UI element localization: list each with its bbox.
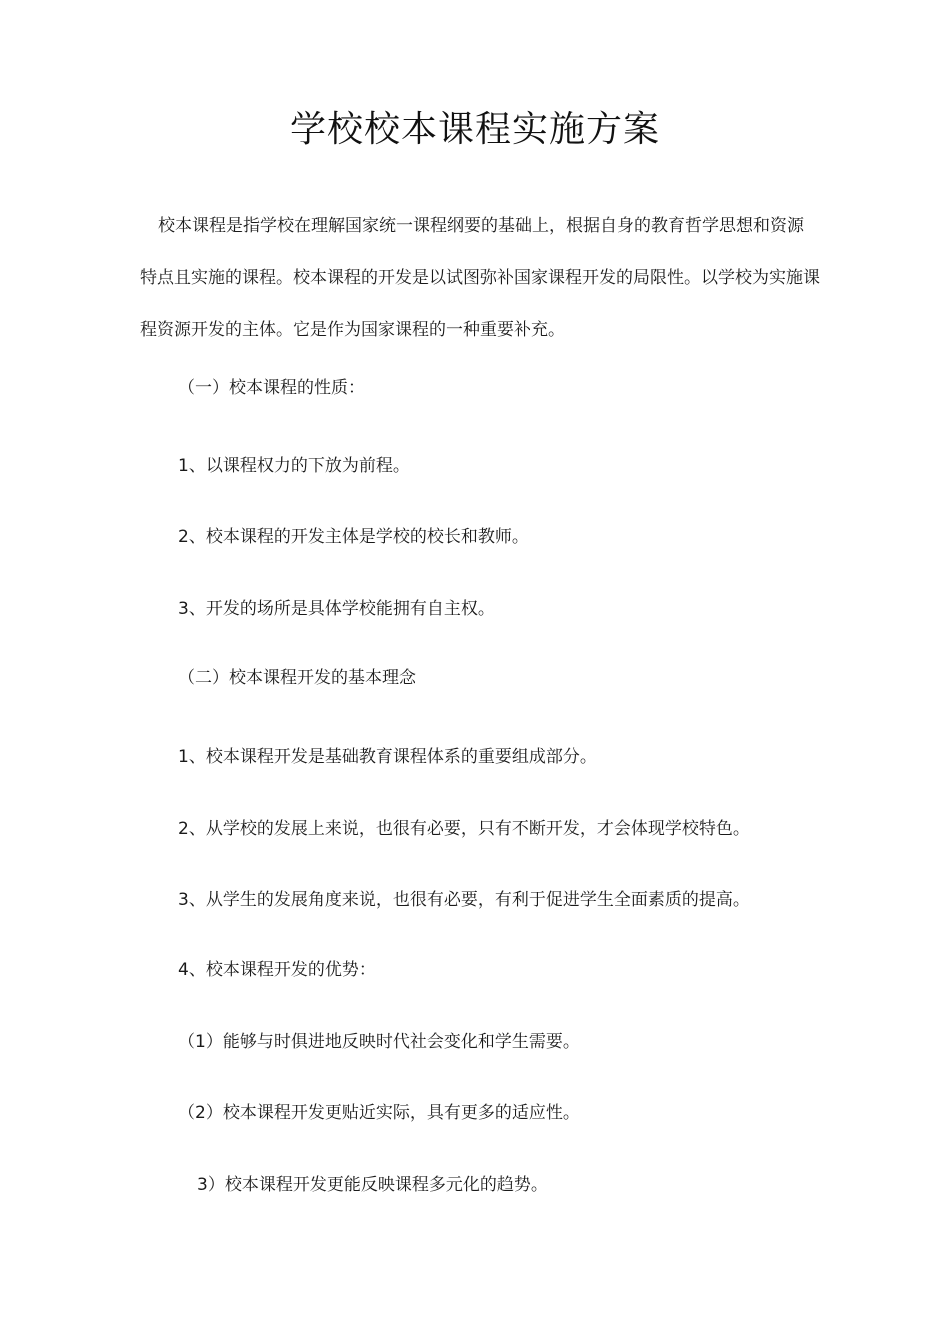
list-item: 2、校本课程的开发主体是学校的校长和教师。 <box>178 527 529 547</box>
document-title: 学校校本课程实施方案 <box>289 109 660 150</box>
list-item: 3、从学生的发展角度来说，也很有必要，有利于促进学生全面素质的提高。 <box>178 890 750 910</box>
intro-paragraph: 校本课程是指学校在理解国家统一课程纲要的基础上，根据自身的教育哲学思想和资源特点且实施的课程。校本课程的开发是以试图弥补国家课程开发的局限性。以学校为实施课程资源开发的主体。它是作为国家课程的一种重要补充。 <box>140 216 820 340</box>
advantage-item: 3）校本课程开发更能反映课程多元化的趋势。 <box>197 1175 548 1195</box>
list-item: 1、校本课程开发是基础教育课程体系的重要组成部分。 <box>178 747 597 767</box>
list-item: 1、以课程权力的下放为前程。 <box>178 456 410 476</box>
list-item: 3、开发的场所是具体学校能拥有自主权。 <box>178 599 495 619</box>
section-heading-nature: （一）校本课程的性质： <box>178 378 365 398</box>
advantage-item: （2）校本课程开发更贴近实际，具有更多的适应性。 <box>178 1103 580 1123</box>
advantage-item: （1）能够与时俱进地反映时代社会变化和学生需要。 <box>178 1032 580 1052</box>
list-item: 2、从学校的发展上来说，也很有必要，只有不断开发，才会体现学校特色。 <box>178 819 750 839</box>
section-heading-concept: （二）校本课程开发的基本理念 <box>178 668 416 688</box>
list-item: 4、校本课程开发的优势： <box>178 960 376 980</box>
